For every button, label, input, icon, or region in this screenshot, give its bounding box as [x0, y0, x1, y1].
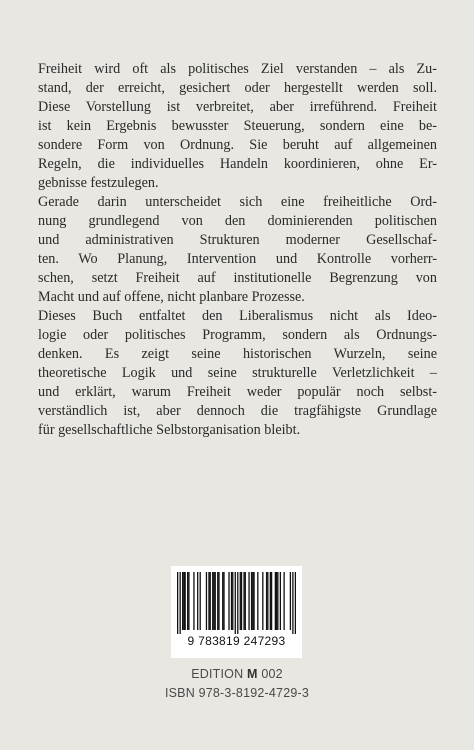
blurb-line: gebnisse festzulegen. — [38, 175, 159, 191]
barcode-bar — [245, 572, 246, 630]
barcode-bar — [253, 572, 254, 630]
barcode-bar — [197, 572, 198, 630]
blurb-line: ist kein Ergebnis bewusster Steuerung, sondern eine be- — [38, 118, 437, 134]
barcode-bar — [223, 572, 224, 630]
blurb-line: stand, der erreicht, gesichert oder hergestellt werden soll. — [38, 80, 437, 96]
barcode-bar — [231, 572, 232, 630]
blurb-line: Dieses Buch entfaltet den Liberalismus nicht als Ideo- — [38, 308, 437, 324]
barcode-bar — [193, 572, 194, 630]
barcode-bar — [283, 572, 284, 630]
barcode-bar — [187, 572, 188, 630]
barcode-bar — [218, 572, 219, 630]
barcode-bar — [243, 572, 244, 630]
barcode-bar — [185, 572, 186, 630]
edition-number: 002 — [261, 667, 283, 681]
barcode-bar — [276, 572, 277, 630]
barcode-bar — [292, 572, 293, 634]
barcode-bar — [266, 572, 267, 630]
barcode-bar — [295, 572, 296, 634]
barcode-bar — [262, 572, 263, 630]
blurb-line: und erklärt, warum Freiheit weder populär noch selbst- — [38, 384, 437, 400]
isbn-text: ISBN 978-3-8192-4729-3 — [164, 686, 310, 700]
blurb-line: denken. Es zeigt seine historischen Wurzeln, seine — [38, 346, 437, 362]
barcode-bar — [251, 572, 252, 630]
blurb-paragraph — [38, 307, 437, 440]
isbn-barcode — [177, 572, 296, 634]
blurb-line: nung grundlegend von den dominierenden politischen — [38, 213, 437, 229]
barcode-bar — [241, 572, 242, 630]
barcode-bar — [206, 572, 207, 630]
blurb-line: Diese Vorstellung ist verbreitet, aber irreführend. Freiheit — [38, 99, 437, 115]
barcode-bar — [208, 572, 209, 630]
barcode-bar — [180, 572, 181, 634]
blurb-line: ten. Wo Planung, Intervention und Kontrolle vorherr- — [38, 251, 437, 267]
barcode-bar — [222, 572, 223, 630]
edition-prefix: EDITION — [191, 667, 244, 681]
barcode-bar — [252, 572, 253, 630]
barcode-bar — [188, 572, 189, 630]
barcode-bar — [275, 572, 276, 630]
barcode-bar — [277, 572, 278, 630]
blurb-line: theoretische Logik und seine strukturelle Verletzlichkeit – — [38, 365, 437, 381]
blurb-line: für gesellschaftliche Selbstorganisation bleibt. — [38, 422, 301, 438]
barcode-bar — [212, 572, 213, 630]
barcode-bar — [237, 572, 238, 634]
blurb-line: Freiheit wird oft als politisches Ziel verstanden – als Zu- — [38, 61, 437, 77]
barcode-bar — [271, 572, 272, 630]
barcode-bar — [217, 572, 218, 630]
blurb-line: verständlich ist, aber dennoch die tragfähigste Grundlage — [38, 403, 437, 419]
barcode-bar — [215, 572, 216, 630]
blurb-line: schen, setzt Freiheit auf institutionelle Begrenzung von — [38, 270, 437, 286]
barcode-bar — [210, 572, 211, 630]
barcode-bar — [235, 572, 236, 634]
barcode-bar — [228, 572, 229, 630]
barcode-bar — [270, 572, 271, 630]
barcode-bar — [290, 572, 291, 630]
blurb-paragraph — [38, 60, 437, 193]
edition-mark: M — [247, 667, 258, 681]
barcode-bar — [183, 572, 184, 630]
barcode-bar — [248, 572, 249, 630]
edition-line — [0, 667, 474, 681]
barcode-bar — [240, 572, 241, 630]
blurb-line: sondere Form von Ordnung. Sie beruht auf allgemeinen — [38, 137, 437, 153]
barcode-bar — [182, 572, 183, 630]
back-cover-blurb — [38, 60, 437, 440]
barcode-bar — [257, 572, 258, 630]
blurb-line: logie oder politisches Programm, sondern als Ordnungs- — [38, 327, 437, 343]
blurb-paragraph — [38, 193, 437, 307]
barcode-bar — [232, 572, 233, 630]
barcode-digits: 9 783819 247293 — [187, 634, 286, 648]
barcode-panel — [171, 566, 302, 658]
barcode-bar — [200, 572, 201, 630]
blurb-line: Macht und auf offene, nicht planbare Prozesse. — [38, 289, 305, 305]
barcode-bar — [280, 572, 281, 630]
blurb-line: und administrativen Strukturen moderner Gesellschaf- — [38, 232, 437, 248]
barcode-bar — [267, 572, 268, 630]
barcode-bar — [177, 572, 178, 634]
blurb-line: Gerade darin unterscheidet sich eine freiheitliche Ord- — [38, 194, 437, 210]
blurb-line: Regeln, die individuelles Handeln koordinieren, ohne Er- — [38, 156, 437, 172]
barcode-bar — [213, 572, 214, 630]
